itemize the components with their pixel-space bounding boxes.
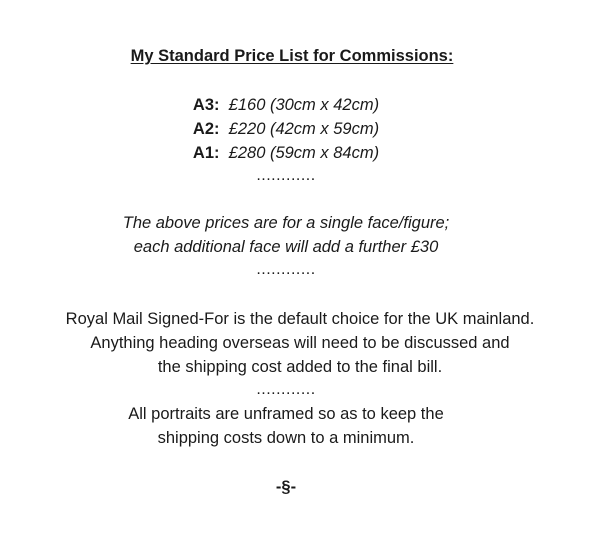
shipping-note-line-2: Anything heading overseas will need to be discussed and bbox=[90, 334, 510, 352]
shipping-note-line-1: Royal Mail Signed-For is the default choice for the UK mainland. bbox=[65, 310, 535, 328]
price-size-label: A2: bbox=[192, 120, 220, 138]
price-amount: £280 (59cm x 84cm) bbox=[228, 144, 380, 162]
pricing-note-line-1: The above prices are for a single face/figure; bbox=[122, 214, 450, 232]
price-size-label: A3: bbox=[192, 96, 220, 114]
separator-dots: ............ bbox=[256, 167, 316, 184]
separator-dots: ............ bbox=[256, 261, 316, 278]
price-amount: £220 (42cm x 59cm) bbox=[228, 120, 380, 138]
pricing-note-line-2: each additional face will add a further £30 bbox=[133, 238, 439, 256]
price-row-a2 bbox=[0, 119, 586, 139]
shipping-note-line-3: the shipping cost added to the final bill. bbox=[157, 358, 443, 376]
framing-note-line-1: All portraits are unframed so as to keep the bbox=[128, 405, 444, 423]
end-mark: -§- bbox=[275, 478, 297, 496]
price-row-a3 bbox=[0, 95, 586, 115]
price-size-label: A1: bbox=[192, 144, 220, 162]
separator-dots: ............ bbox=[256, 381, 316, 398]
framing-note-line-2: shipping costs down to a minimum. bbox=[157, 429, 415, 447]
page-title: My Standard Price List for Commissions: bbox=[130, 47, 454, 65]
price-amount: £160 (30cm x 42cm) bbox=[228, 96, 380, 114]
price-row-a1 bbox=[0, 143, 586, 163]
